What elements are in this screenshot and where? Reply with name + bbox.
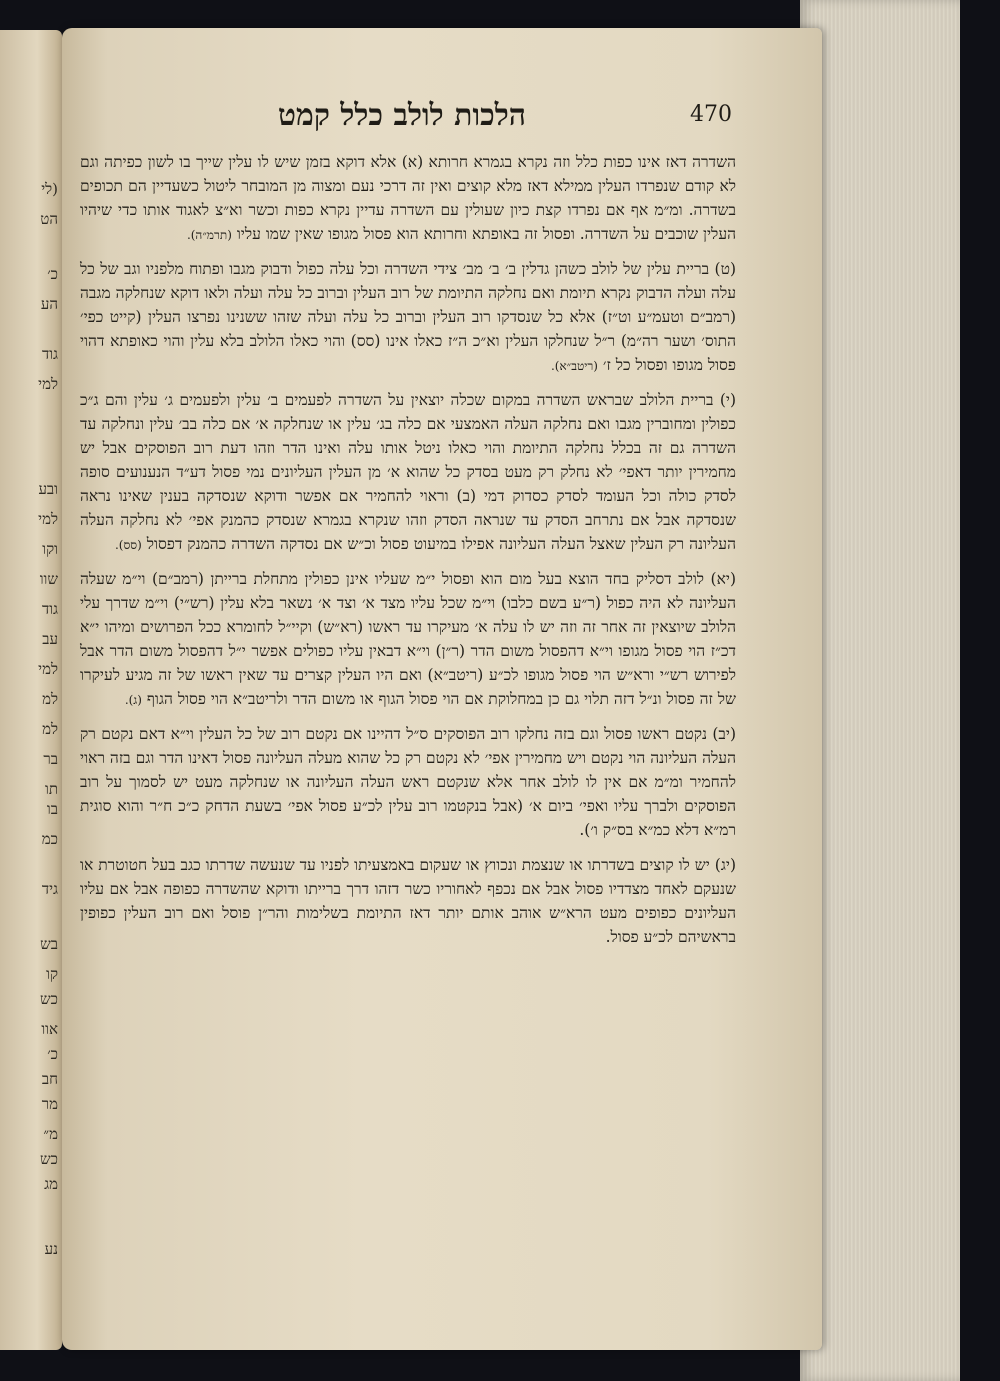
facing-page-text-fragment: אוו bbox=[41, 1020, 58, 1038]
facing-page-text-fragment: כש bbox=[40, 1150, 58, 1168]
paragraph bbox=[80, 388, 736, 557]
paragraph bbox=[80, 567, 736, 712]
facing-page-text-fragment: גוד bbox=[41, 600, 58, 618]
facing-page-text-fragment: גיד bbox=[41, 880, 58, 898]
book-page-edges bbox=[800, 0, 960, 1381]
facing-page-edge bbox=[0, 30, 62, 1350]
facing-page-text-fragment: עב bbox=[42, 630, 58, 648]
facing-page-text-fragment: בר bbox=[43, 750, 58, 768]
facing-page-text-fragment: כש bbox=[40, 990, 58, 1008]
facing-page-text-fragment: הט bbox=[40, 210, 58, 228]
facing-page-text-fragment: מ״ bbox=[43, 1125, 58, 1143]
body-text bbox=[80, 150, 736, 960]
paragraph-text: (ט) בריית עלין של לולב כשהן גדלין ב׳ ב׳ מב׳ צידי השדרה וכל עלה כפול ודבוק מגבו ופתוח מלפניו וגב של כל עלה ועלה הדבוק נקרא תיומת ואם נחלקה התיומת של רוב העלין וברוב כל עלה ועלה ולאו דוקא שנחלקה מגבה (רמב״ם וטעמ״ע וט״ז) אלא כל שנסדקו רוב העלין וברוב כל עלה ועלה שזהו ששנינו נפרצו העלין (קייט כפי׳ התוס׳ ושער רה״מ) ר״ל שנחלקו העלין וא״כ ה״ז כאלו אינו (סס) והוי כאלו הלולב בלא עלין והוי כאופתא דהוי פסול מגופו ופסול כל ז׳ bbox=[80, 260, 736, 374]
paragraph-text: (יא) לולב דסליק בחד הוצא בעל מום הוא ופסול י״מ שעליו אינן כפולין מתחלת ברייתן (רמב״ם) וי״מ שעלה העליונה לא היה כפול (ר״ע בשם כלבו) וי״מ שכל עליו מצד א׳ וצד א׳ נשאר בלא עלין (רש״י) וי״מ שדרך עלי הלולב שיוצאין זה אחר זה וזה יש לו עלה א׳ מעיקרו עד ראשו (רא״ש) וקיי״ל לחומרא ככל הפרושים ומיהו י״א דכ״ז הוי פסול מגופו וי״א דהפסול משום הדר (ר״ן) וי״א דבאין עליו כפולים אפשר י״ל דהפסול משום הדר אבל לפירוש רש״י ורא״ש הוי פסול מגופו לכ״ע (ריטב״א) ואם היו העלין קצרים עד שאין ראשו של זה מגיע לעיקרו של זה פסול ונ״ל דזה תלוי גם כן במחלוקת אם הוי פסול הגוף או משום הדר ולריטב״א הוי פסול הגוף bbox=[80, 570, 736, 708]
facing-page-text-fragment: ובע bbox=[38, 480, 58, 498]
facing-page-text-fragment: כ׳ bbox=[47, 265, 58, 283]
facing-page-text-fragment: למי bbox=[38, 660, 58, 678]
paragraph-reference: (סס). bbox=[114, 538, 142, 552]
facing-page-text-fragment: נע bbox=[44, 1240, 58, 1258]
paragraph bbox=[80, 150, 736, 247]
paragraph-reference: (תרמ״ה). bbox=[186, 228, 232, 242]
facing-page-text-fragment: למי bbox=[38, 510, 58, 528]
paragraph-text: השדרה דאז אינו כפות כלל וזה נקרא בגמרא חרותא (א) אלא דוקא בזמן שיש לו עלין שייך בו לשון כפיתה וגם לא קודם שנפרדו העלין ממילא דאז מלא קוצים ואין זה דרכי נעם ומצוה מן המובחר ליטול כשעדיין הם תכופים בשדרה. ומ״מ אף אם נפרדו קצת כיון שעולין עם השדרה עדיין נקרא כפות וכשר וא״צ לאגוד אותו כדי שיהיו העלין שוכבים על השדרה. ופסול זה באופתא וחרותא הוא פסול מגופו שאין שמו עליו bbox=[80, 153, 736, 243]
paragraph-reference: (ג). bbox=[124, 693, 142, 707]
facing-page-text-fragment: למי bbox=[38, 375, 58, 393]
facing-page-text-fragment: (לי bbox=[41, 180, 58, 198]
facing-page-text-fragment: תו bbox=[45, 780, 58, 798]
paragraph bbox=[80, 853, 736, 950]
paragraph-reference: (ריטב״א). bbox=[550, 359, 598, 373]
facing-page-text-fragment: גוד bbox=[41, 345, 58, 363]
paragraph bbox=[80, 722, 736, 843]
facing-page-text-fragment: שוו bbox=[39, 570, 58, 588]
facing-page-text-fragment: קו bbox=[46, 965, 58, 983]
page-header bbox=[62, 98, 822, 158]
page-number: 470 bbox=[690, 102, 732, 127]
facing-page-text-fragment: למ bbox=[42, 720, 58, 738]
facing-page-text-fragment: וקו bbox=[42, 540, 58, 558]
running-title: הלכות לולב כלל קמט bbox=[277, 98, 527, 133]
facing-page-text-fragment: מר bbox=[41, 1095, 58, 1113]
facing-page-text-fragment: חב bbox=[41, 1070, 58, 1088]
paragraph bbox=[80, 257, 736, 378]
facing-page-text-fragment: כ׳ bbox=[47, 1045, 58, 1063]
facing-page-text-fragment: כמ bbox=[41, 830, 58, 848]
paragraph-text: (יב) נקטם ראשו פסול וגם בזה נחלקו רוב הפוסקים ס״ל דהיינו אם נקטם רוב של כל העלין וי״א דאם נקטם רק העלה העליונה הוי נקטם ויש מחמירין אפי׳ לא נקטם רק כל שהוא מעלה העליונה פסול דאינו הדר וגם בזה ראוי להחמיר ומ״מ אם אין לו לולב אחר אלא שנקטם ראש העלה העליונה או שנחלקה מעט יש לסמוך על רוב הפוסקים ולברך עליו ואפי׳ ביום א׳ (אבל בנקטמו רוב עלין לכ״ע פסול אפי׳ בשעת הדחק כ״כ ח״ר והוא סוגית רמ״א דלא כמ״א בס״ק ו׳). bbox=[80, 725, 736, 839]
facing-page-text-fragment: מג bbox=[44, 1175, 58, 1193]
facing-page-text-fragment: בש bbox=[40, 935, 58, 953]
facing-page-text-fragment: למ bbox=[42, 690, 58, 708]
facing-page-text-fragment: הע bbox=[40, 295, 58, 313]
book-page bbox=[62, 28, 822, 1350]
paragraph-text: (יג) יש לו קוצים בשדרתו או שנצמת ונכווץ או שעקום באמצעיתו לפניו עד שנעשה שדרתו כגב בעל חטוטרת או שנעקם לאחד מצדדיו פסול אבל אם נכפף לאחוריו כשר דזהו דרך ברייתו ודוקא שהשדרה כפופה אבל אם עליו העליונים כפופים מעט הרא״ש אוהב אותם יותר דאז התיומת בשלימות והר״ן פוסל ואם רוב העלין כפופין בראשיהם לכ״ע פסול. bbox=[80, 856, 736, 946]
facing-page-text-fragment: בו bbox=[46, 800, 58, 818]
paragraph-text: (י) בריית הלולב שבראש השדרה במקום שכלה יוצאין על השדרה לפעמים ב׳ עלין ולפעמים ג׳ עלין והם ג״כ כפולין ומחוברין מגבו ואם נחלקה העלה האמצעי אם כלה בג׳ עלין או שנחלקה א׳ אם כלה בב׳ עלין ונחלקה עד השדרה גם זה בכלל נחלקה התיומת והוי כאלו ניטל אותו עלה ואינו הדר וזהו דעת רוב הפוסקים אבל יש מחמירין יותר דאפי׳ לא נחלק רק מעט בסדק כל שהוא א׳ מן העלין העליונים נמי פסול דע״ד הנענועים סופה לסדק כולה וכל העומד לסדק כסדוק דמי (ב) וראוי להחמיר אם אפשר ודוקא שנסדקה בענין שאינו נראה שנסדקה אבל אם נתרחב הסדק עד שנראה הסדק וזהו שנקרא בגמרא שנסדק כהמנק אפי׳ לא נחלקה העלה העליונה רק העלין שאצל העלה העליונה אפילו במיעוט פסול וכ״ש אם נסדקה השדרה כהמנק דפסול bbox=[80, 391, 736, 553]
